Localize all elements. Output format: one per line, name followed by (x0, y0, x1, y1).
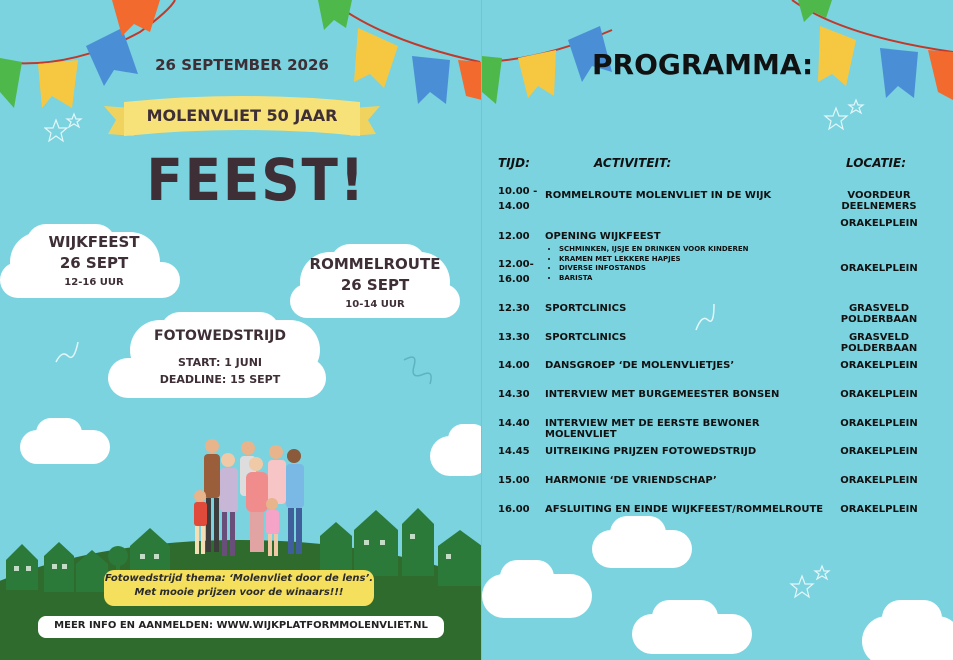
row-0-location: VOORDEUR DEELNEMERS (841, 190, 917, 212)
rommelroute-date: 26 SEPT (340, 276, 410, 294)
row-2-activity: OPENING WIJKFEEST (545, 231, 661, 242)
row-0-time-end: 14.00 (498, 201, 530, 212)
row-5-time: 13.30 (498, 332, 530, 343)
row-3-time-end: 16.00 (498, 274, 530, 285)
headline: FEEST! (146, 146, 366, 214)
header-location: LOCATIE: (846, 156, 907, 170)
row-7-activity: INTERVIEW MET BURGEMEESTER BONSEN (545, 389, 780, 400)
row-0-time: 10.00 - (498, 186, 538, 197)
row-9-time: 14.45 (498, 446, 530, 457)
row-6-time: 14.00 (498, 360, 530, 371)
row-3-location: ORAKELPLEIN (840, 263, 918, 274)
rommelroute-title: ROMMELROUTE (309, 255, 441, 273)
row-4-time: 12.30 (498, 303, 530, 314)
header-activity: ACTIVITEIT: (594, 156, 672, 170)
bullet-item: • KRAMEN MET LEKKERE HAPJES (559, 255, 748, 265)
row-6-location: ORAKELPLEIN (840, 360, 918, 371)
row-5-location: GRASVELD POLDERBAAN (840, 332, 918, 354)
fotowedstrijd-title: FOTOWEDSTRIJD (154, 328, 286, 344)
banner-text: MOLENVLIET 50 JAAR (146, 106, 338, 125)
row-0-activity: ROMMELROUTE MOLENVLIET IN DE WIJK (545, 190, 772, 201)
fotowedstrijd-deadline: DEADLINE: 15 SEPT (159, 373, 281, 386)
row-8-time: 14.40 (498, 418, 530, 429)
row-4-activity: SPORTCLINICS (545, 303, 627, 314)
row-10-location: ORAKELPLEIN (840, 475, 918, 486)
row-4-location: GRASVELD POLDERBAAN (840, 303, 918, 325)
wijkfeest-title: WIJKFEEST (48, 233, 140, 251)
bullet-item: • BARISTA (559, 274, 748, 284)
stars-decoration (44, 112, 94, 152)
rommelroute-time: 10-14 UUR (345, 299, 405, 310)
row-9-activity: UITREIKING PRIJZEN FOTOWEDSTRIJD (545, 446, 757, 457)
row-7-time: 14.30 (498, 389, 530, 400)
row-6-activity: DANSGROEP ‘DE MOLENVLIETJES’ (545, 360, 735, 371)
wijkfeest-date: 26 SEPT (59, 254, 129, 272)
event-date: 26 SEPTEMBER 2026 (155, 56, 329, 74)
programma-right-panel (482, 0, 953, 660)
row-10-time: 15.00 (498, 475, 530, 486)
bullet-item: • SCHMINKEN, IJSJE EN DRINKEN VOOR KINDEREN (559, 245, 748, 255)
opening-bullet-list (545, 245, 748, 283)
stars-decoration-bottom (788, 562, 834, 604)
bullet-item: • DIVERSE INFOSTANDS (559, 264, 748, 274)
squiggle-decoration (52, 336, 82, 366)
row-11-activity: AFSLUITING EN EINDE WIJKFEEST/ROMMELROUTE (545, 504, 824, 515)
row-9-location: ORAKELPLEIN (840, 446, 918, 457)
more-info-link[interactable]: MEER INFO EN AANMELDEN: WWW.WIJKPLATFORMMOLENVLIET.NL (54, 620, 428, 631)
header-time: TIJD: (498, 156, 530, 170)
squiggle-decoration-2 (400, 352, 440, 388)
row-1-location: ORAKELPLEIN (840, 218, 918, 229)
theme-line-1: Fotowedstrijd thema: ‘Molenvliet door de lens’. (104, 573, 374, 584)
row-2-time: 12.00 (498, 231, 530, 242)
row-11-location: ORAKELPLEIN (840, 504, 918, 515)
family-illustration (184, 436, 308, 566)
row-8-location: ORAKELPLEIN (840, 418, 918, 429)
fotowedstrijd-start: START: 1 JUNI (178, 356, 262, 369)
row-7-location: ORAKELPLEIN (840, 389, 918, 400)
squiggle-decoration-right (690, 296, 720, 336)
row-3-time: 12.00- (498, 259, 534, 270)
wijkfeest-time: 12-16 UUR (64, 277, 124, 288)
stars-decoration-right (822, 98, 868, 140)
theme-line-2: Met mooie prijzen voor de winaars!!! (134, 587, 344, 598)
programma-title: PROGRAMMA: (592, 48, 814, 81)
row-5-activity: SPORTCLINICS (545, 332, 627, 343)
row-11-time: 16.00 (498, 504, 530, 515)
row-8-activity: INTERVIEW MET DE EERSTE BEWONER MOLENVLIET (545, 418, 760, 440)
row-10-activity: HARMONIE ‘DE VRIENDSCHAP’ (545, 475, 717, 486)
